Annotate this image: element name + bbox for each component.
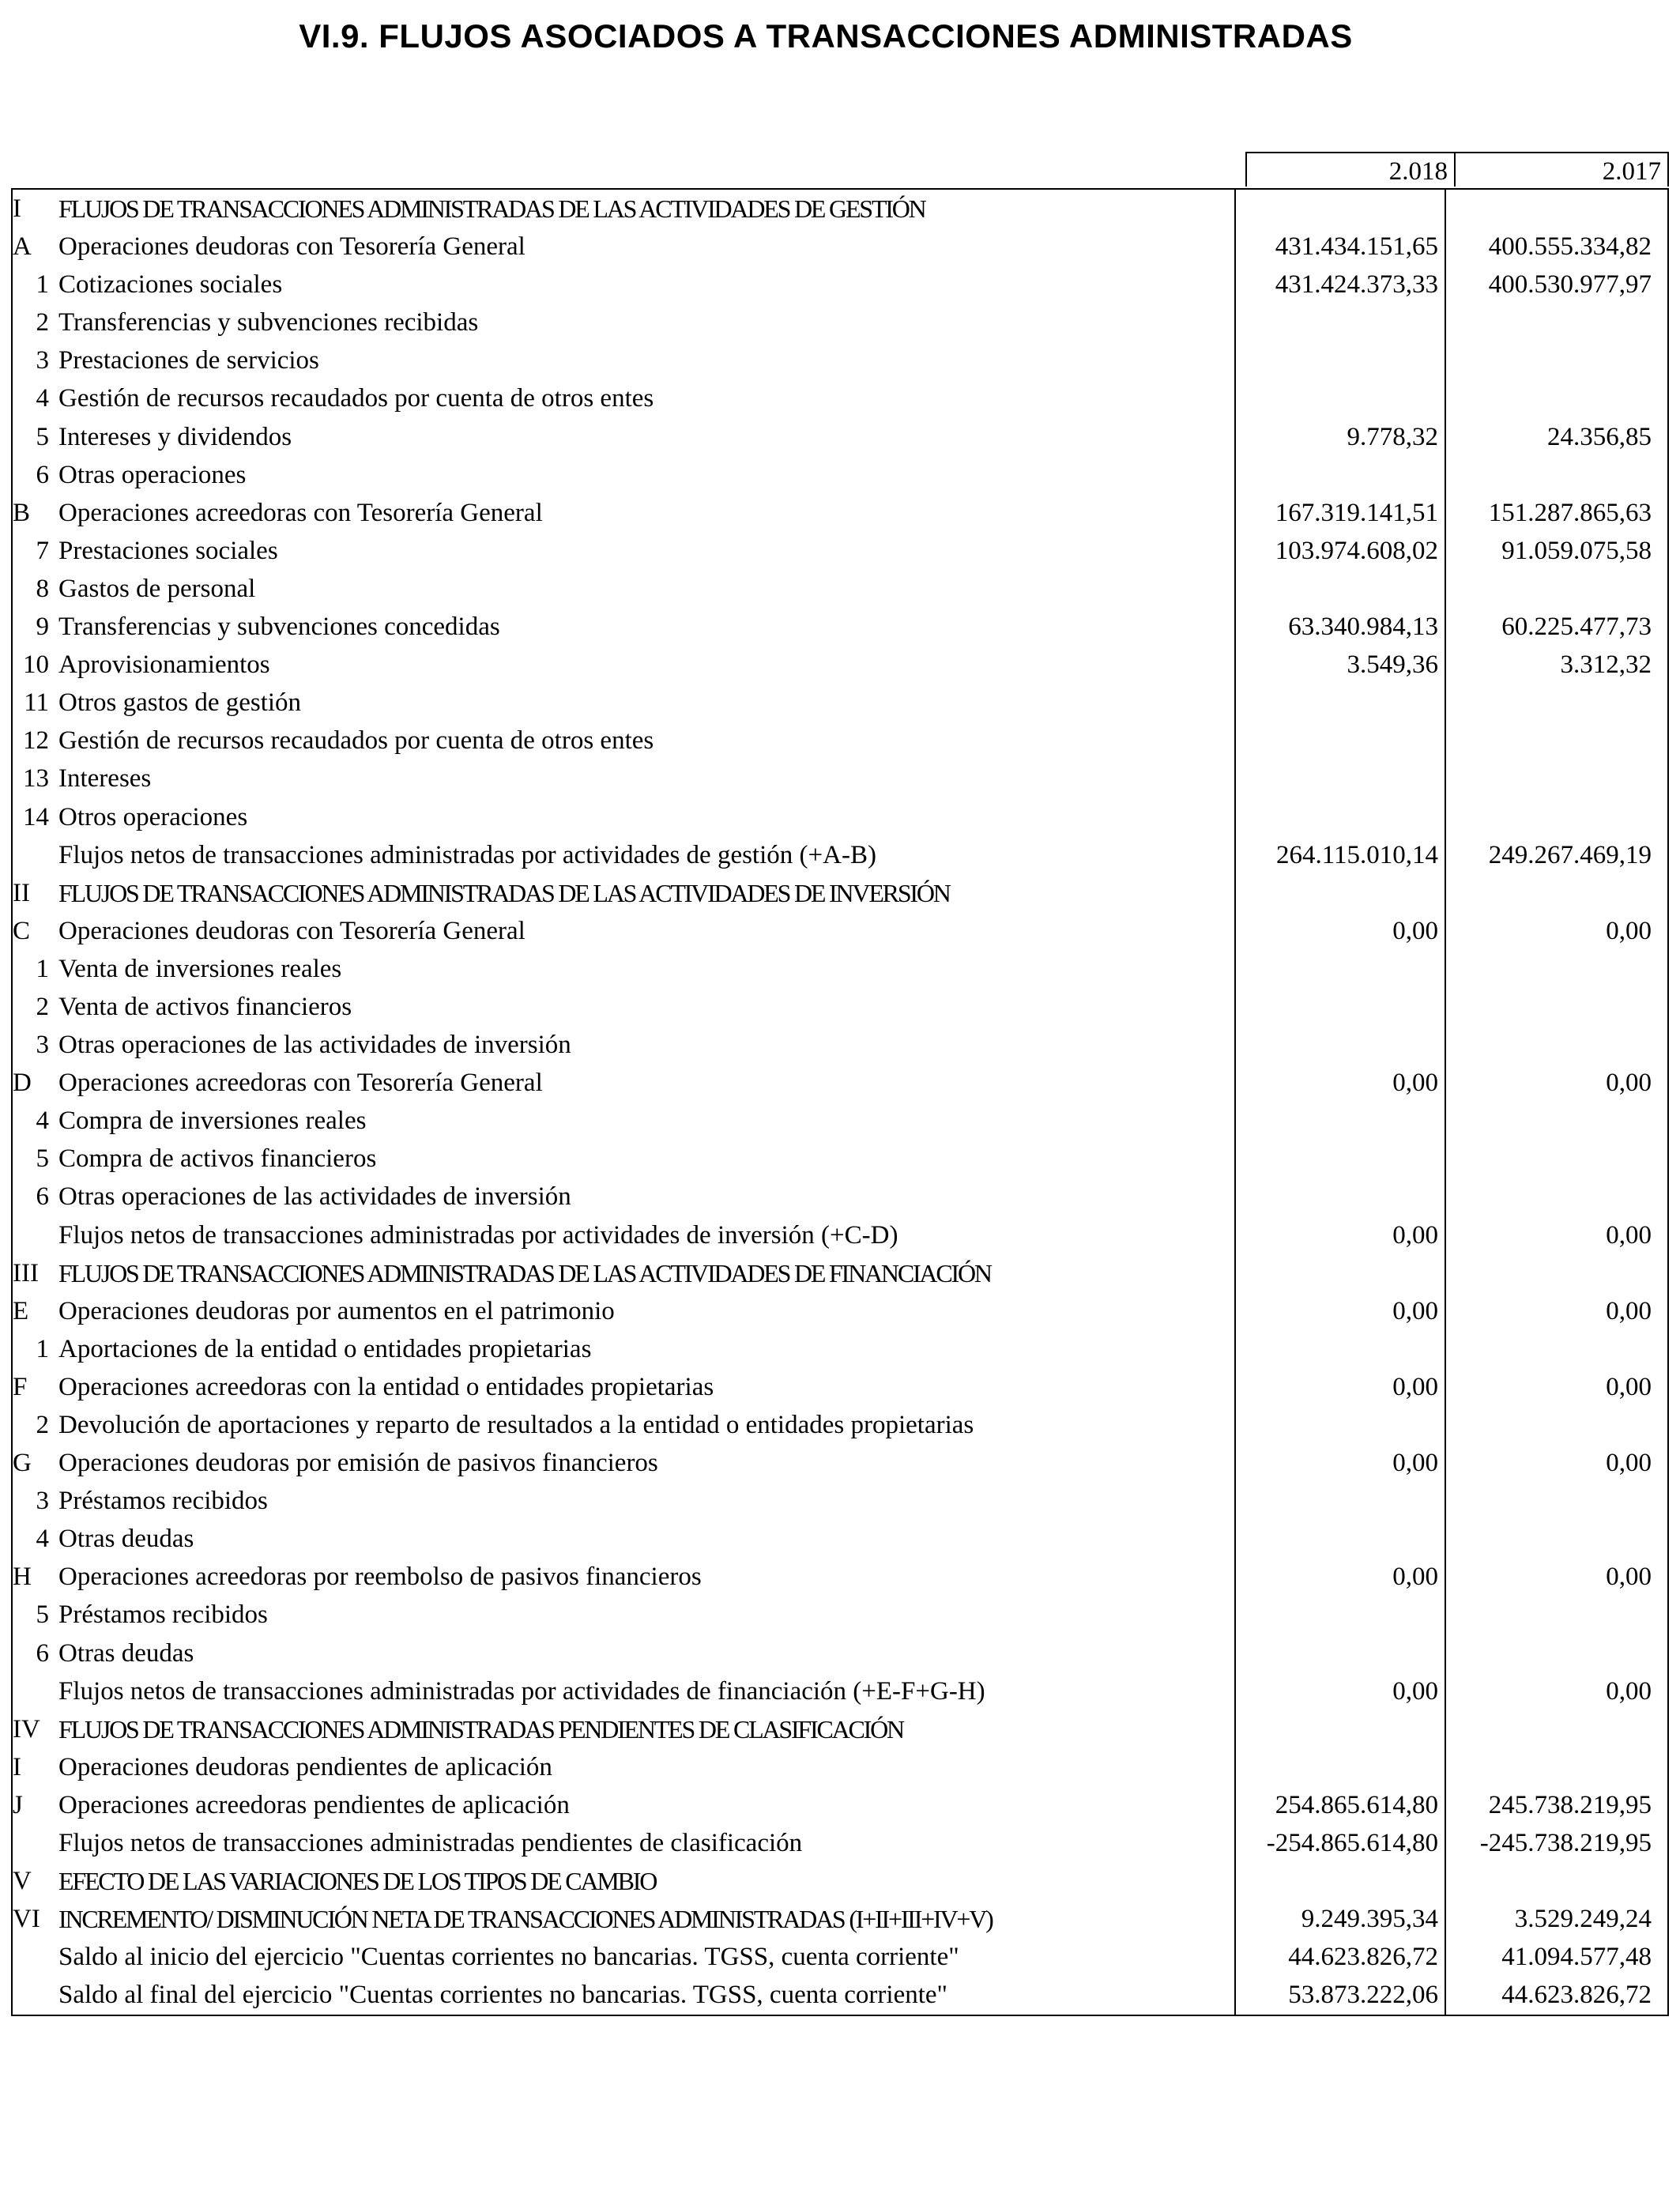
value-2017: 0,00 <box>1606 1449 1652 1478</box>
row-label: Flujos netos de transacciones administradas por actividades de gestión (+A-B) <box>58 840 876 869</box>
table-row <box>13 1064 1667 1102</box>
value-2018: 63.340.984,13 <box>1288 613 1438 642</box>
row-code: III <box>13 1258 39 1287</box>
value-2017: 44.623.826,72 <box>1501 1981 1652 2010</box>
row-code: G <box>13 1449 32 1478</box>
row-label: INCREMENTO/ DISMINUCIÓN NETA DE TRANSACCIONES ADMINISTRADAS (I+II+III+IV+V) <box>58 1905 993 1934</box>
row-code: V <box>13 1867 32 1896</box>
value-2018: 431.434.151,65 <box>1275 232 1438 262</box>
row-code: A <box>13 232 32 262</box>
table-row <box>13 950 1667 988</box>
table-row <box>13 494 1667 532</box>
cash-flow-table <box>11 152 1669 2016</box>
row-code: IV <box>13 1714 40 1744</box>
row-label: Otras operaciones <box>58 460 247 489</box>
table-row <box>13 1254 1667 1292</box>
row-code: 8 <box>36 574 49 603</box>
row-label: Venta de inversiones reales <box>58 954 342 983</box>
table-row <box>13 456 1667 494</box>
row-code: 6 <box>36 1638 49 1668</box>
row-code: 3 <box>36 1031 49 1060</box>
value-2017: 0,00 <box>1606 1372 1652 1401</box>
table-row <box>13 1976 1667 2014</box>
row-label: Devolución de aportaciones y reparto de resultados a la entidad o entidades propietarias <box>58 1411 974 1439</box>
row-code: VI <box>13 1905 40 1934</box>
row-code: 1 <box>36 270 49 300</box>
row-label: Aprovisionamientos <box>58 650 270 680</box>
row-label: Otros gastos de gestión <box>58 688 302 718</box>
column-header-2018: 2.018 <box>1245 152 1456 187</box>
row-label: Gastos de personal <box>58 574 256 603</box>
row-label: Prestaciones de servicios <box>58 346 319 375</box>
value-2017: 3.529.249,24 <box>1514 1905 1652 1934</box>
row-code: H <box>13 1563 32 1592</box>
row-label: Gestión de recursos recaudados por cuenta de otros entes <box>58 726 654 756</box>
value-2018: 264.115.010,14 <box>1275 840 1438 869</box>
row-label: Transferencias y subvenciones concedidas <box>58 613 500 642</box>
table-row <box>13 228 1667 266</box>
value-2018: 9.778,32 <box>1347 422 1438 451</box>
value-2018: 254.865.614,80 <box>1275 1790 1438 1819</box>
table-row <box>13 266 1667 303</box>
value-2018: 44.623.826,72 <box>1288 1943 1438 1972</box>
row-label: Operaciones deudoras con Tesorería General <box>58 916 525 945</box>
row-code: C <box>13 916 31 945</box>
row-code: D <box>13 1069 32 1098</box>
table-row <box>13 418 1667 456</box>
table-row <box>13 1444 1667 1482</box>
table-header <box>11 152 1669 188</box>
row-label: Flujos netos de transacciones administradas por actividades de inversión (+C-D) <box>58 1220 898 1250</box>
row-label: FLUJOS DE TRANSACCIONES ADMINISTRADAS PENDIENTES DE CLASIFICACIÓN <box>58 1714 903 1744</box>
table-row <box>13 1520 1667 1558</box>
row-label: Operaciones acreedoras con Tesorería General <box>58 1069 543 1098</box>
value-2017: 245.738.219,95 <box>1488 1790 1652 1819</box>
row-label: Transferencias y subvenciones recibidas <box>58 308 479 337</box>
row-code: 14 <box>23 802 49 831</box>
row-label: FLUJOS DE TRANSACCIONES ADMINISTRADAS DE LAS ACTIVIDADES DE INVERSIÓN <box>58 878 950 907</box>
table-row <box>13 1406 1667 1444</box>
row-code: 5 <box>36 1144 49 1174</box>
table-row <box>13 1216 1667 1254</box>
table-row <box>13 760 1667 797</box>
row-label: Otras deudas <box>58 1525 194 1554</box>
table-row <box>13 1292 1667 1330</box>
value-2018: 0,00 <box>1392 1069 1438 1098</box>
row-code: J <box>13 1790 23 1819</box>
row-label: Operaciones deudoras por emisión de pasivos financieros <box>58 1449 658 1478</box>
table-row <box>13 684 1667 722</box>
table-row <box>13 1634 1667 1672</box>
value-2017: 91.059.075,58 <box>1501 536 1652 565</box>
value-2017: 400.555.334,82 <box>1488 232 1652 262</box>
table-row <box>13 1786 1667 1824</box>
row-code: 3 <box>36 346 49 375</box>
value-2018: 9.249.395,34 <box>1301 1905 1438 1934</box>
row-code: 4 <box>36 1106 49 1136</box>
row-label: Intereses <box>58 764 152 794</box>
table-row <box>13 1748 1667 1786</box>
value-2018: 431.424.373,33 <box>1275 270 1438 300</box>
row-code: 7 <box>36 536 49 565</box>
value-2017: 0,00 <box>1606 1563 1652 1592</box>
page-title: VI.9. FLUJOS ASOCIADOS A TRANSACCIONES ADMINISTRADAS <box>299 17 1353 55</box>
value-2018: 167.319.141,51 <box>1275 498 1438 527</box>
row-label: Préstamos recibidos <box>58 1600 268 1630</box>
value-2017: 400.530.977,97 <box>1488 270 1652 300</box>
value-2018: 0,00 <box>1392 1372 1438 1401</box>
row-label: FLUJOS DE TRANSACCIONES ADMINISTRADAS DE LAS ACTIVIDADES DE FINANCIACIÓN <box>58 1258 991 1287</box>
table-body <box>11 188 1669 2016</box>
value-2017: 151.287.865,63 <box>1488 498 1652 527</box>
table-row <box>13 379 1667 417</box>
row-code: 1 <box>36 1334 49 1363</box>
value-2017: 41.094.577,48 <box>1501 1943 1652 1972</box>
table-row <box>13 303 1667 341</box>
row-label: EFECTO DE LAS VARIACIONES DE LOS TIPOS DE CAMBIO <box>58 1867 657 1896</box>
row-label: Aportaciones de la entidad o entidades propietarias <box>58 1334 592 1363</box>
row-code: 2 <box>36 308 49 337</box>
row-code: F <box>13 1372 28 1401</box>
value-2017: 60.225.477,73 <box>1501 613 1652 642</box>
row-code: 10 <box>23 650 49 680</box>
value-2017: 0,00 <box>1606 1220 1652 1250</box>
row-code: 4 <box>36 384 49 413</box>
row-code: E <box>13 1296 29 1325</box>
row-code: 1 <box>36 954 49 983</box>
row-code: 6 <box>36 1182 49 1212</box>
table-row <box>13 798 1667 836</box>
row-label: Operaciones deudoras con Tesorería General <box>58 232 525 262</box>
row-code: B <box>13 498 31 527</box>
row-label: Prestaciones sociales <box>58 536 278 565</box>
row-code: I <box>13 194 21 223</box>
table-row <box>13 1710 1667 1748</box>
value-2017: 0,00 <box>1606 916 1652 945</box>
table-row <box>13 1862 1667 1900</box>
row-label: Operaciones deudoras por aumentos en el patrimonio <box>58 1296 615 1325</box>
value-2018: -254.865.614,80 <box>1266 1829 1438 1858</box>
row-label: Otros operaciones <box>58 802 248 831</box>
value-2018: 53.873.222,06 <box>1288 1981 1438 2010</box>
column-header-2017: 2.017 <box>1456 152 1669 187</box>
row-code: 12 <box>23 726 49 756</box>
row-label: Operaciones acreedoras pendientes de aplicación <box>58 1790 570 1819</box>
table-row <box>13 1026 1667 1064</box>
table-row <box>13 532 1667 570</box>
row-label: Operaciones deudoras pendientes de aplicación <box>58 1752 552 1781</box>
row-label: Saldo al inicio del ejercicio "Cuentas corrientes no bancarias. TGSS, cuenta corriente" <box>58 1943 959 1972</box>
table-row <box>13 646 1667 684</box>
row-code: 6 <box>36 460 49 489</box>
table-row <box>13 1938 1667 1976</box>
value-2018: 103.974.608,02 <box>1275 536 1438 565</box>
row-label: Cotizaciones sociales <box>58 270 283 300</box>
row-label: Operaciones acreedoras con Tesorería General <box>58 498 543 527</box>
table-row <box>13 1672 1667 1710</box>
row-label: Otras operaciones de las actividades de inversión <box>58 1182 571 1212</box>
table-row <box>13 722 1667 760</box>
row-code: 5 <box>36 1600 49 1630</box>
table-row <box>13 912 1667 950</box>
row-code: 2 <box>36 1411 49 1439</box>
table-row <box>13 1330 1667 1368</box>
table-row <box>13 874 1667 912</box>
value-2017: 0,00 <box>1606 1676 1652 1706</box>
value-2017: 24.356,85 <box>1547 422 1652 451</box>
value-2017: 3.312,32 <box>1560 650 1652 680</box>
table-row <box>13 1900 1667 1938</box>
value-2017: 0,00 <box>1606 1069 1652 1098</box>
value-2018: 0,00 <box>1392 1296 1438 1325</box>
row-code: 3 <box>36 1487 49 1516</box>
row-label: Préstamos recibidos <box>58 1487 268 1516</box>
row-label: Flujos netos de transacciones administradas pendientes de clasificación <box>58 1829 803 1858</box>
row-label: Venta de activos financieros <box>58 992 352 1021</box>
value-2018: 0,00 <box>1392 1563 1438 1592</box>
row-label: Operaciones acreedoras con la entidad o entidades propietarias <box>58 1372 714 1401</box>
row-code: 4 <box>36 1525 49 1554</box>
row-label: Gestión de recursos recaudados por cuenta de otros entes <box>58 384 654 413</box>
table-row <box>13 1824 1667 1862</box>
row-label: Otras deudas <box>58 1638 194 1668</box>
row-code: II <box>13 878 30 907</box>
row-code: 2 <box>36 992 49 1021</box>
row-code: 13 <box>23 764 49 794</box>
value-2018: 0,00 <box>1392 1449 1438 1478</box>
row-label: Flujos netos de transacciones administradas por actividades de financiación (+E-F+G-H) <box>58 1676 985 1706</box>
table-row <box>13 1178 1667 1216</box>
table-row <box>13 1102 1667 1140</box>
table-row <box>13 570 1667 608</box>
table-row <box>13 1482 1667 1520</box>
row-label: FLUJOS DE TRANSACCIONES ADMINISTRADAS DE LAS ACTIVIDADES DE GESTIÓN <box>58 194 925 223</box>
row-code: 9 <box>36 613 49 642</box>
value-2018: 3.549,36 <box>1347 650 1438 680</box>
table-row <box>13 836 1667 874</box>
value-2017: 0,00 <box>1606 1296 1652 1325</box>
row-code: 5 <box>36 422 49 451</box>
table-row <box>13 1558 1667 1596</box>
row-label: Otras operaciones de las actividades de inversión <box>58 1031 571 1060</box>
table-row <box>13 341 1667 379</box>
table-row <box>13 1368 1667 1406</box>
table-row <box>13 190 1667 228</box>
row-label: Saldo al final del ejercicio "Cuentas corrientes no bancarias. TGSS, cuenta corriente" <box>58 1981 948 2010</box>
row-code: I <box>13 1752 21 1781</box>
row-label: Operaciones acreedoras por reembolso de pasivos financieros <box>58 1563 702 1592</box>
row-code: 11 <box>24 688 49 718</box>
value-2017: -245.738.219,95 <box>1479 1829 1652 1858</box>
row-label: Intereses y dividendos <box>58 422 292 451</box>
value-2018: 0,00 <box>1392 1220 1438 1250</box>
table-row <box>13 1596 1667 1634</box>
value-2018: 0,00 <box>1392 916 1438 945</box>
table-row <box>13 988 1667 1026</box>
value-2018: 0,00 <box>1392 1676 1438 1706</box>
value-2017: 249.267.469,19 <box>1488 840 1652 869</box>
table-row <box>13 1140 1667 1178</box>
row-label: Compra de inversiones reales <box>58 1106 367 1136</box>
table-row <box>13 608 1667 646</box>
row-label: Compra de activos financieros <box>58 1144 377 1174</box>
